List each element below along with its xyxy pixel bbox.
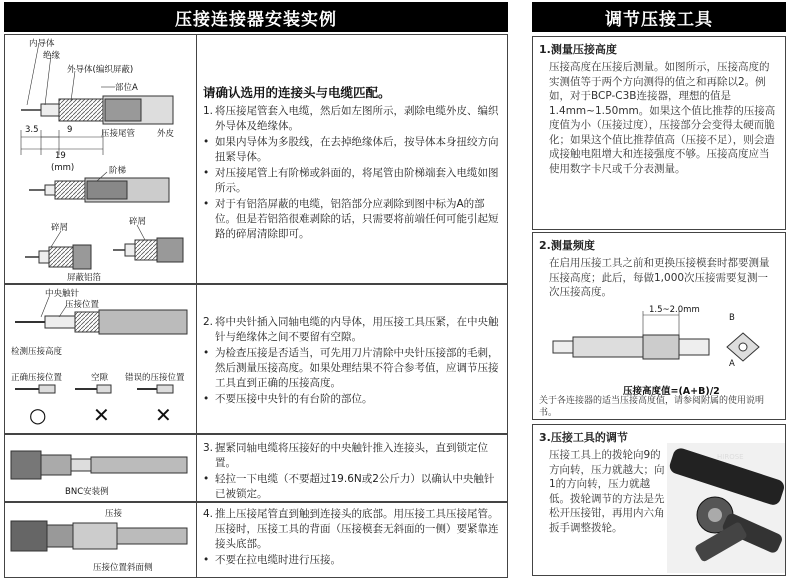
section4-item: • 不要在拉电缆时进行压接。 [203, 554, 341, 566]
label-check-height: 检测压接高度 [11, 347, 63, 357]
label-outer-conductor: 外导体(编织屏蔽) [67, 65, 134, 75]
label-unit-mm: (mm) [51, 163, 75, 173]
wrong-mark-icon: ✕ [93, 403, 110, 427]
right-panel-title: 调节压接工具 [532, 2, 786, 32]
label-dim-9: 9 [67, 125, 73, 135]
measure-height-text: 压接高度在压接后测量。如图所示，压接高度的实测值等于两个方向测得的值之和再除以2。例如，对于BCP-C3B连接器，理想的值是1.4mm~1.50mm。如果这个值比推荐的压接高度值为小（压接过度），压接部分会变得太硬而脆化；如果这个值比推荐值高（压接不足），则会造成接触电阻增大和连接强度不够。压接高度应当使用数字卡尺或千分表测量。 [549, 61, 776, 175]
adjust-tool-dial [532, 424, 786, 576]
label-dim-range: 1.5~2.0mm [649, 305, 700, 315]
label-insulation: 绝缘 [43, 51, 61, 61]
section1-item: 1. 将压接尾管套入电缆，然后如左图所示，剥除电缆外皮、编织外导体及绝缘体。 [203, 105, 499, 132]
label-inner-conductor: 内导体 [29, 39, 55, 49]
tool-adjust-title: 3.压接工具的调节 [539, 431, 628, 444]
crimp-height-diagram [533, 305, 785, 385]
crimp-pin-illustration [5, 285, 197, 433]
label-crimp-bevel-side: 压接位置斜面侧 [93, 563, 153, 573]
label-a: A [729, 359, 735, 369]
label-part-a: 部位A [115, 83, 138, 93]
tool-adjust-text: 压接工具上的拨轮向9的方向转，压力就越大；向1的方向转，压力就越低。拨轮调节的方法是先松开压接钳，再用内六角扳手调整拨轮。 [549, 449, 665, 534]
adjust-measure-height [532, 36, 786, 230]
section-crimp-pin [4, 284, 508, 434]
section-crimp-sleeve [4, 502, 508, 578]
label-correct-position: 正确压接位置 [11, 373, 63, 383]
label-center-pin: 中央触针 [45, 289, 80, 299]
label-dim-3-5: 3.5 [25, 125, 39, 135]
measure-frequency-title: 2.测量频度 [539, 239, 595, 252]
section2-item: • 为检查压接是否适当，可先用刀片清除中央针压接部的毛刺，然后测量压接高度。如果处理结果不符合参考值，应调节压接工具直到正确的压接高度。 [203, 347, 499, 389]
label-debris-right: 碎屑 [129, 217, 147, 227]
label-wrong-position: 错误的压接位置 [125, 373, 185, 383]
section-insert-pin [4, 434, 508, 502]
correct-mark-icon: ○ [29, 403, 47, 427]
sleeve-illustration [5, 503, 197, 577]
label-crimp: 压接 [105, 509, 123, 519]
section1-item: • 对压接尾管上有阶梯或斜面的，将尾管由阶梯端套入电缆如图所示。 [203, 167, 499, 194]
section1-item: • 如果内导体为多股线，在去掉绝缘体后，按导体本身扭绞方向扭紧导体。 [203, 136, 499, 163]
bnc-illustration [5, 435, 197, 501]
label-gap: 空隙 [91, 373, 109, 383]
section2-item: 2. 将中央针插入同轴电缆的内导体，用压接工具压紧，在中央触针与绝缘体之间不要留有空隙。 [203, 316, 499, 343]
strip-cable-illustration [5, 35, 197, 283]
section3-item: 3. 握紧同轴电缆将压接好的中央触针推入连接头，直到锁定位置。 [203, 442, 488, 469]
section2-item: • 不要压接中央针的有台阶的部位。 [203, 393, 373, 405]
adjust-measure-frequency [532, 232, 786, 420]
section1-item: • 对于有铝箔屏蔽的电缆，铝箔部分应剥除到图中标为A的部位。但是若铝箔很难剥除的话，只需要将前端任何可能引起短路的碎屑清除即可。 [203, 198, 499, 240]
left-panel-title: 压接连接器安装实例 [4, 2, 508, 32]
crimp-tool-image [667, 443, 785, 573]
label-dim-19: 19 [55, 151, 66, 161]
section4-item: 4. 推上压接尾管直到触到连接头的底部。用压接工具压接尾管。压接时，压接工具的背面（压接模套无斜面的一侧）要紧靠连接头底部。 [203, 508, 499, 550]
label-b: B [729, 313, 735, 323]
label-step: 阶梯 [109, 166, 127, 176]
crimp-height-formula: 压接高度值=(A+B)/2 [623, 386, 720, 397]
label-debris-left: 碎屑 [51, 223, 69, 233]
measure-frequency-text: 在启用压接工具之前和更换压接模套时都要测量压接高度；此后，每做1,000次压接需要复测一次压接高度。 [549, 257, 770, 298]
label-crimp-sleeve: 压接尾管 [101, 129, 136, 139]
label-bnc-example: BNC安装例 [65, 487, 109, 497]
crimp-height-note: 关于各连接器的适当压接高度值，请参阅附属的使用说明书。 [539, 396, 765, 418]
section1-heading: 请确认选用的连接头与电缆匹配。 [203, 85, 391, 100]
tool-brand-label: HIROSE [717, 453, 744, 461]
label-shield-foil: 屏蔽铝箔 [67, 273, 102, 283]
measure-height-title: 1.测量压接高度 [539, 43, 617, 56]
section-strip-cable [4, 34, 508, 284]
label-jacket: 外皮 [157, 129, 175, 139]
section3-item: • 轻拉一下电缆（不要超过19.6N或2公斤力）以确认中央触针已被锁定。 [203, 473, 495, 500]
wrong-mark-icon: ✕ [155, 403, 172, 427]
label-crimp-position: 压接位置 [65, 300, 100, 310]
